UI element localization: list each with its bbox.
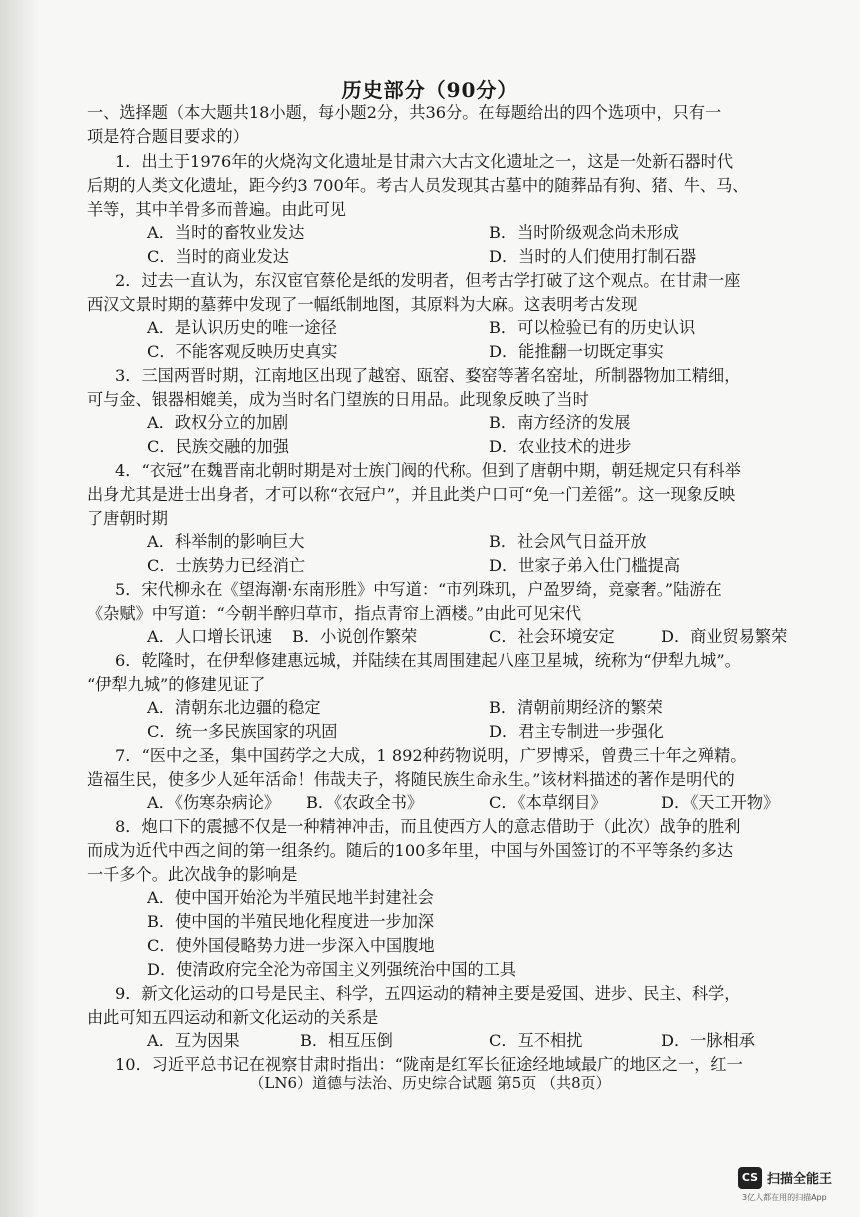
q8-option-c: C．使外国侵略势力进一步深入中国腹地 bbox=[147, 936, 435, 955]
q5-option-c: C．社会环境安定 bbox=[489, 627, 615, 646]
q4-option-b: B．社会风气日益开放 bbox=[489, 532, 647, 551]
q5-stem-line-2: 《杂赋》中写道：“今朝半醉归草市，指点青帘上酒楼。”由此可见宋代 bbox=[87, 604, 582, 623]
q7-option-a: A．《伤寒杂病论》 bbox=[147, 793, 281, 812]
q5-option-b: B．小说创作繁荣 bbox=[292, 627, 418, 646]
q1-option-d: D．当时的人们使用打制石器 bbox=[489, 247, 697, 266]
q8-stem-line-2: 而成为近代中西之间的第一组条约。随后的100多年里，中国与外国签订的不平等条约多达 bbox=[87, 841, 734, 860]
q9-stem-line-2: 由此可知五四运动和新文化运动的关系是 bbox=[87, 1008, 379, 1027]
q2-option-b: B．可以检验已有的历史认识 bbox=[489, 318, 696, 337]
q7-option-d: D．《天工开物》 bbox=[661, 793, 780, 812]
q3-stem-line-2: 可与金、银器相媲美，成为当时名门望族的日用品。此现象反映了当时 bbox=[87, 390, 589, 409]
q5-option-a: A．人口增长讯速 bbox=[147, 627, 273, 646]
q4-option-d: D．世家子弟入仕门槛提高 bbox=[489, 556, 681, 575]
q3-stem-line-1: 3．三国两晋时期，江南地区出现了越窑、瓯窑、婺窑等著名窑址，所制器物加工精细， bbox=[115, 366, 741, 385]
watermark-tagline: 3亿人都在用的扫描App bbox=[742, 1193, 827, 1202]
q7-stem-line-2: 造福生民，使多少人延年活命！伟哉夫子，将随民族生命永生。”该材料描述的著作是明代的 bbox=[87, 770, 735, 789]
q9-option-a: A．互为因果 bbox=[147, 1031, 240, 1050]
q2-stem-line-1: 2．过去一直认为，东汉宦官蔡伦是纸的发明者，但考古学打破了这个观点。在甘肃一座 bbox=[115, 271, 741, 290]
instructions-line-2: 项是符合题目要求的） bbox=[87, 127, 249, 146]
page-edge-shadow bbox=[0, 0, 40, 1217]
q1-option-a: A．当时的畜牧业发达 bbox=[147, 223, 305, 242]
camscanner-logo-icon: CS bbox=[738, 1167, 762, 1189]
q5-stem-line-1: 5．宋代柳永在《望海潮·东南形胜》中写道：“市列珠玑，户盈罗绮，竞豪奢。”陆游在 bbox=[115, 580, 722, 599]
q1-stem-line-2: 后期的人类文化遗址，距今约3 700年。考古人员发现其古墓中的随葬品有狗、猪、牛、马、 bbox=[87, 176, 749, 195]
q4-stem-line-2: 出身尤其是进士出身者，才可以称“衣冠户”，并且此类户口可“免一门差徭”。这一现象反映 bbox=[87, 485, 736, 504]
q4-option-c: C．士族势力已经消亡 bbox=[147, 556, 306, 575]
q2-stem-line-2: 西汉文景时期的墓葬中发现了一幅纸制地图，其原料为大麻。这表明考古发现 bbox=[87, 295, 638, 314]
q1-stem-line-3: 羊等，其中羊骨多而普遍。由此可见 bbox=[87, 200, 346, 219]
q4-option-a: A．科举制的影响巨大 bbox=[147, 532, 305, 551]
q9-option-d: D．一脉相承 bbox=[661, 1031, 755, 1050]
page-footer: （LN6）道德与法治、历史综合试题 第5页 （共8页） bbox=[249, 1074, 611, 1092]
q8-option-b: B．使中国的半殖民地化程度进一步加深 bbox=[147, 912, 435, 931]
q4-stem-line-1: 4．“衣冠”在魏晋南北朝时期是对士族门阀的代称。但到了唐朝中期，朝廷规定只有科举 bbox=[115, 461, 741, 480]
q3-option-a: A．政权分立的加剧 bbox=[147, 413, 289, 432]
q10-stem-line-1: 10．习近平总书记在视察甘肃时指出：“陇南是红军长征途经地域最广的地区之一，红一 bbox=[115, 1055, 743, 1074]
q7-option-c: C．《本草纲目》 bbox=[489, 793, 607, 812]
q2-option-c: C．不能客观反映历史真实 bbox=[147, 342, 338, 361]
q9-option-b: B．相互压倒 bbox=[300, 1031, 393, 1050]
scanner-watermark bbox=[738, 1167, 848, 1207]
q2-option-a: A．是认识历史的唯一途径 bbox=[147, 318, 337, 337]
q9-stem-line-1: 9．新文化运动的口号是民主、科学，五四运动的精神主要是爱国、进步、民主、科学， bbox=[115, 984, 741, 1003]
q2-option-d: D．能推翻一切既定事实 bbox=[489, 342, 664, 361]
q3-option-d: D．农业技术的进步 bbox=[489, 437, 632, 456]
q6-stem-line-1: 6．乾隆时，在伊犁修建惠远城，并陆续在其周围建起八座卫星城，统称为“伊犁九城”。 bbox=[115, 651, 741, 670]
q7-stem-line-1: 7．“医中之圣，集中国药学之大成，1 892种药物说明，广罗博采，曾费三十年之殚精。 bbox=[115, 746, 747, 765]
q1-option-b: B．当时阶级观念尚未形成 bbox=[489, 223, 679, 242]
q6-option-a: A．清朝东北边疆的稳定 bbox=[147, 698, 321, 717]
q9-option-c: C．互不相扰 bbox=[489, 1031, 583, 1050]
q3-option-c: C．民族交融的加强 bbox=[147, 437, 289, 456]
q6-option-d: D．君主专制进一步强化 bbox=[489, 722, 664, 741]
q8-option-a: A．使中国开始沦为半殖民地半封建社会 bbox=[147, 888, 434, 907]
q1-option-c: C．当时的商业发达 bbox=[147, 247, 289, 266]
q1-stem-line-1: 1．出土于1976年的火烧沟文化遗址是甘肃六大古文化遗址之一，这是一处新石器时代 bbox=[115, 152, 734, 171]
q8-stem-line-1: 8．炮口下的震撼不仅是一种精神冲击，而且使西方人的意志借助于（此次）战争的胜利 bbox=[115, 817, 741, 836]
q8-option-d: D．使清政府完全沦为帝国主义列强统治中国的工具 bbox=[147, 960, 517, 979]
q6-stem-line-2: “伊犁九城”的修建见证了 bbox=[87, 675, 266, 694]
q3-option-b: B．南方经济的发展 bbox=[489, 413, 631, 432]
watermark-app-name: 扫描全能王 bbox=[767, 1172, 833, 1187]
instructions-line-1: 一、选择题（本大题共18小题，每小题2分，共36分。在每题给出的四个选项中，只有一 bbox=[87, 103, 722, 122]
q8-stem-line-3: 一千多个。此次战争的影响是 bbox=[87, 865, 298, 884]
q4-stem-line-3: 了唐朝时期 bbox=[87, 509, 168, 528]
q7-option-b: B．《农政全书》 bbox=[306, 793, 424, 812]
section-title: 历史部分（90分） bbox=[341, 78, 519, 102]
q5-option-d: D．商业贸易繁荣 bbox=[661, 627, 788, 646]
q6-option-c: C．统一多民族国家的巩固 bbox=[147, 722, 338, 741]
q6-option-b: B．清朝前期经济的繁荣 bbox=[489, 698, 663, 717]
